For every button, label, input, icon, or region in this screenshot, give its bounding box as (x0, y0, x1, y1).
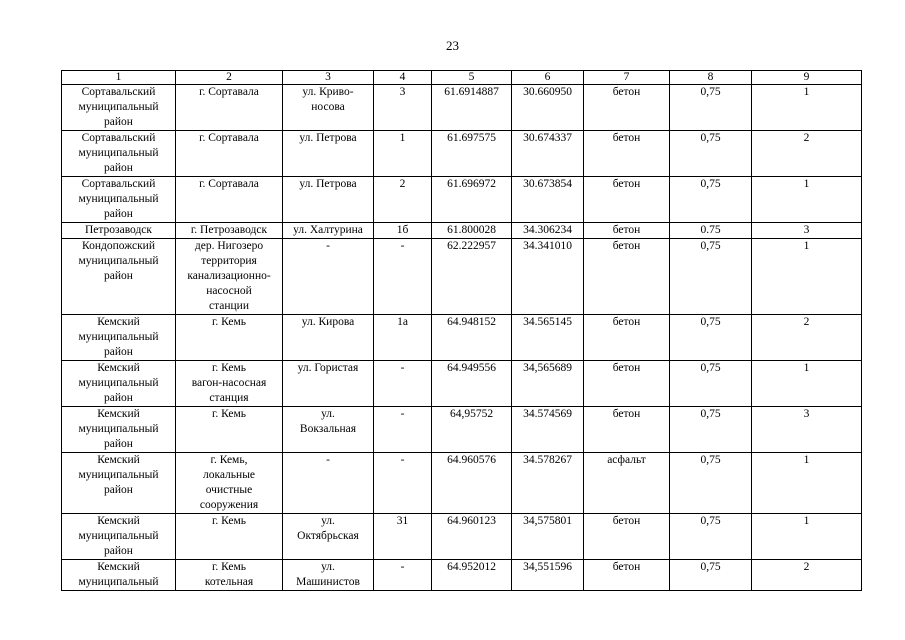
table-cell: г. Петрозаводск (176, 223, 283, 239)
page-number: 23 (446, 38, 459, 53)
table-row (62, 239, 862, 315)
table-cell: 1 (752, 239, 862, 315)
table-cell: 34.578267 (512, 453, 584, 514)
table-cell: 1 (752, 177, 862, 223)
column-header: 3 (283, 71, 374, 85)
table-cell: бетон (584, 85, 670, 131)
table-cell: г. Сортавала (176, 131, 283, 177)
table-cell: 3 (374, 85, 432, 131)
table-cell: 0,75 (670, 560, 752, 591)
table-cell: ул. Халтурина (283, 223, 374, 239)
table-cell: Петрозаводск (62, 223, 176, 239)
table-cell: Кемский муниципальный район (62, 315, 176, 361)
table-cell: 34.574569 (512, 407, 584, 453)
table-cell: г. Кемь (176, 407, 283, 453)
column-header: 6 (512, 71, 584, 85)
column-header: 5 (432, 71, 512, 85)
table-cell: Кондопожский муниципальный район (62, 239, 176, 315)
table-cell: 0,75 (670, 453, 752, 514)
table-cell: 34,565689 (512, 361, 584, 407)
table-cell: 61.6914887 (432, 85, 512, 131)
table-cell: 0,75 (670, 514, 752, 560)
column-header: 8 (670, 71, 752, 85)
table-cell: 64.952012 (432, 560, 512, 591)
table-row (62, 223, 862, 239)
table-row (62, 361, 862, 407)
table-cell: г. Сортавала (176, 177, 283, 223)
table-cell: ул. Вокзальная (283, 407, 374, 453)
table-cell: 64.949556 (432, 361, 512, 407)
table-row (62, 407, 862, 453)
table-cell: ул. Кирова (283, 315, 374, 361)
table-row (62, 85, 862, 131)
table-cell: бетон (584, 239, 670, 315)
table-cell: Сортавальский муниципальный район (62, 85, 176, 131)
table-cell: дер. Нигозеро территория канализационно- насосной станции (176, 239, 283, 315)
table-cell: Сортавальский муниципальный район (62, 177, 176, 223)
table-row (62, 315, 862, 361)
table-cell: - (374, 239, 432, 315)
table-cell: 30.673854 (512, 177, 584, 223)
table-cell: - (374, 453, 432, 514)
table-cell: г. Кемь, локальные очистные сооружения (176, 453, 283, 514)
table-cell: 30.660950 (512, 85, 584, 131)
table-cell: г. Кемь (176, 514, 283, 560)
table-cell: ул. Гористая (283, 361, 374, 407)
table-cell: 1б (374, 223, 432, 239)
column-header: 4 (374, 71, 432, 85)
table-row (62, 131, 862, 177)
table-cell: 1 (752, 85, 862, 131)
table-cell: 0,75 (670, 315, 752, 361)
table-cell: 2 (752, 315, 862, 361)
column-header: 7 (584, 71, 670, 85)
table-cell: г. Кемь котельная (176, 560, 283, 591)
column-header: 1 (62, 71, 176, 85)
table-cell: 61.696972 (432, 177, 512, 223)
table-cell: 0,75 (670, 177, 752, 223)
table-cell: 34,551596 (512, 560, 584, 591)
table-cell: 1 (752, 514, 862, 560)
table-row (62, 177, 862, 223)
table-cell: 64,95752 (432, 407, 512, 453)
table-cell: - (374, 407, 432, 453)
table-row (62, 453, 862, 514)
table-cell: 34.565145 (512, 315, 584, 361)
table-cell: г. Кемь (176, 315, 283, 361)
table-cell: 1 (752, 361, 862, 407)
table-cell: бетон (584, 223, 670, 239)
table-cell: 1 (752, 453, 862, 514)
table-cell: ул. Петрова (283, 131, 374, 177)
table-cell: бетон (584, 131, 670, 177)
table-cell: г. Сортавала (176, 85, 283, 131)
table-cell: Сортавальский муниципальный район (62, 131, 176, 177)
table-cell: 1а (374, 315, 432, 361)
table-cell: 3 (752, 223, 862, 239)
table-cell: Кемский муниципальный район (62, 407, 176, 453)
table-cell: 0,75 (670, 85, 752, 131)
table-cell: 62.222957 (432, 239, 512, 315)
table-cell: Кемский муниципальный район (62, 514, 176, 560)
table-cell: 61.800028 (432, 223, 512, 239)
table-cell: - (374, 560, 432, 591)
table-cell: бетон (584, 514, 670, 560)
data-table (61, 70, 862, 591)
table-cell: 64.960576 (432, 453, 512, 514)
table-cell: бетон (584, 315, 670, 361)
table-cell: 34.306234 (512, 223, 584, 239)
table-cell: 0.75 (670, 223, 752, 239)
column-header: 2 (176, 71, 283, 85)
table-cell: бетон (584, 177, 670, 223)
table-cell: 64.960123 (432, 514, 512, 560)
table-cell: 2 (752, 131, 862, 177)
table-cell: 0,75 (670, 131, 752, 177)
table-cell: 34,575801 (512, 514, 584, 560)
table-cell: бетон (584, 560, 670, 591)
table-cell: ул. Криво- носова (283, 85, 374, 131)
table-cell: 2 (752, 560, 862, 591)
table-cell: г. Кемь вагон-насосная станция (176, 361, 283, 407)
table-cell: 0,75 (670, 407, 752, 453)
table-cell: 64.948152 (432, 315, 512, 361)
column-header: 9 (752, 71, 862, 85)
table-cell: 2 (374, 177, 432, 223)
table-cell: 30.674337 (512, 131, 584, 177)
table-cell: - (283, 453, 374, 514)
table-header-row (62, 71, 862, 85)
table-cell: 1 (374, 131, 432, 177)
table-cell: 61.697575 (432, 131, 512, 177)
table-cell: Кемский муниципальный район (62, 453, 176, 514)
table-cell: 3 (752, 407, 862, 453)
table-cell: ул. Октябрьская (283, 514, 374, 560)
table-row (62, 560, 862, 591)
table-cell: бетон (584, 407, 670, 453)
table-row (62, 514, 862, 560)
table-cell: 34.341010 (512, 239, 584, 315)
table-cell: - (283, 239, 374, 315)
table-cell: асфальт (584, 453, 670, 514)
table-cell: Кемский муниципальный (62, 560, 176, 591)
table-cell: 0,75 (670, 361, 752, 407)
table-cell: 31 (374, 514, 432, 560)
table-cell: - (374, 361, 432, 407)
table-cell: Кемский муниципальный район (62, 361, 176, 407)
table-cell: ул. Машинистов (283, 560, 374, 591)
table-cell: 0,75 (670, 239, 752, 315)
table-cell: бетон (584, 361, 670, 407)
table-cell: ул. Петрова (283, 177, 374, 223)
